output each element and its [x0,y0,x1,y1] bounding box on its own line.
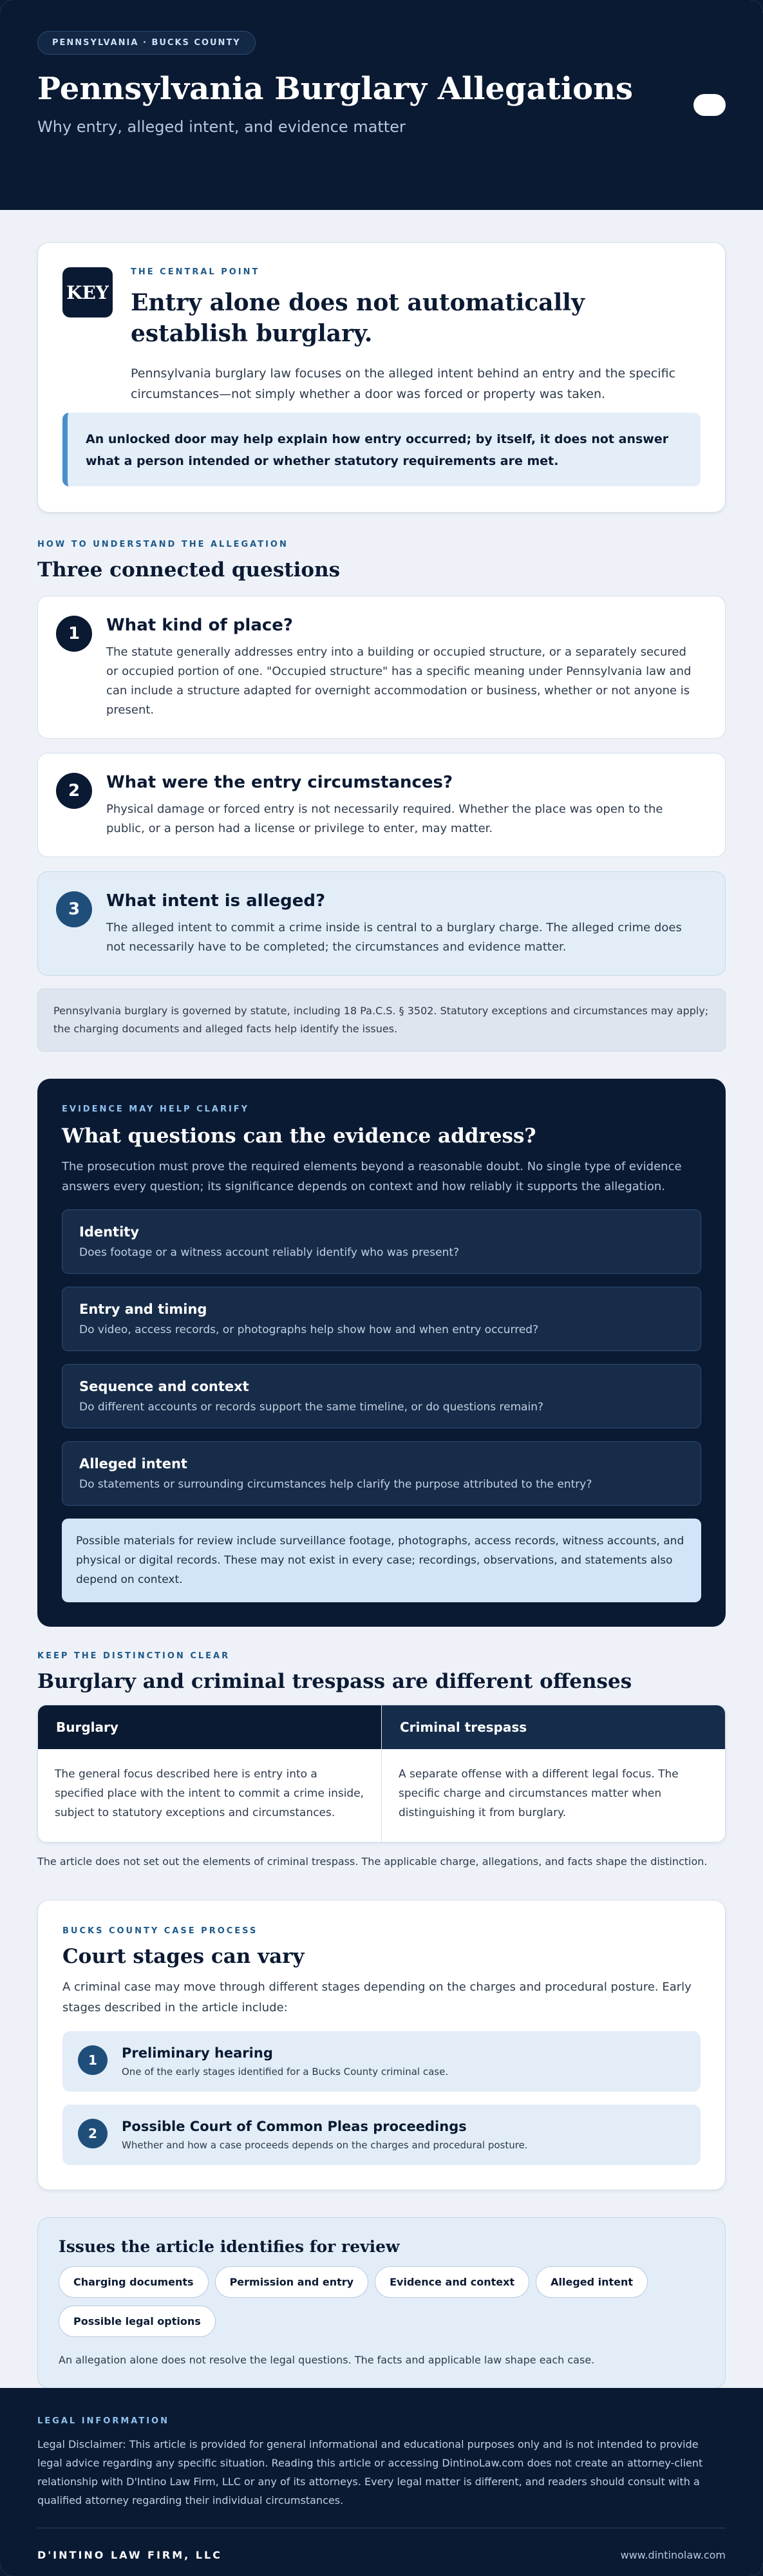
court-intro: A criminal case may move through different stages depending on the charges and procedural posture. Early stages described in the article include: [62,1980,692,2014]
question-title: What were the entry circumstances? [106,773,453,792]
key-badge: KEY [62,267,113,317]
question-number: 2 [56,773,92,809]
toggle-button[interactable] [693,94,726,116]
page-title: Pennsylvania Burglary Allegations [37,71,634,107]
stage-body: Whether and how a case proceeds depends on the charges and procedural posture. [122,2139,528,2151]
evidence-item-intent [62,1441,701,1506]
court-title: Court stages can vary [62,1945,305,1968]
stage-number: 1 [78,2045,108,2075]
evidence-item-title: Entry and timing [79,1302,207,1317]
court-eyebrow: BUCKS COUNTY CASE PROCESS [62,1926,258,1936]
column-header: Criminal trespass [382,1705,725,1749]
evidence-item-body: Do statements or surrounding circumstances help clarify the purpose attributed to the entry? [79,1478,592,1491]
question-body: Physical damage or forced entry is not necessarily required. Whether the place was open to the public, or a person had a license or privilege to enter, may matter. [106,802,663,835]
issue-tags [59,2266,657,2345]
questions-eyebrow: HOW TO UNDERSTAND THE ALLEGATION [37,540,288,549]
issue-tag: Charging documents [59,2266,209,2298]
court-stages-card [37,1900,726,2190]
firm-name: D'INTINO LAW FIRM, LLC [37,2549,222,2561]
evidence-item-title: Alleged intent [79,1456,187,1472]
evidence-item-entry-timing [62,1287,701,1351]
question-card-2 [37,753,726,857]
question-card-1 [37,596,726,739]
central-point-heading: Entry alone does not automatically establish burglary. [131,289,585,347]
page-subtitle: Why entry, alleged intent, and evidence matter [37,118,406,136]
column-body: A separate offense with a different legal focus. The specific charge and circumstances matter when distinguishing it from burglary. [399,1768,679,1819]
trespass-column [381,1705,725,1842]
evidence-item-title: Identity [79,1224,140,1240]
central-point-card [37,242,726,513]
question-card-3 [37,871,726,976]
evidence-title: What questions can the evidence address? [62,1124,536,1148]
issues-footnote: An allegation alone does not resolve the legal questions. The facts and applicable law shape each case. [59,2354,595,2366]
central-point-text: Pennsylvania burglary law focuses on the alleged intent behind an entry and the specific circumstances—not simply whether a door was forced or property was taken. [131,366,676,401]
issues-title: Issues the article identifies for review [59,2237,400,2256]
hero-header [0,0,763,210]
stage-body: One of the early stages identified for a Bucks County criminal case. [122,2066,449,2078]
questions-title: Three connected questions [37,558,341,582]
issue-tag: Alleged intent [536,2266,648,2298]
issue-tag: Possible legal options [59,2306,216,2337]
question-title: What intent is alleged? [106,891,326,911]
evidence-item-body: Do different accounts or records support the same timeline, or do questions remain? [79,1401,544,1414]
central-point-callout: An unlocked door may help explain how entry occurred; by itself, it does not answer what a person intended or whether statutory requirements are met. [62,413,701,486]
comparison-table [37,1705,726,1842]
issue-tag: Evidence and context [375,2266,529,2298]
evidence-intro: The prosecution must prove the required elements beyond a reasonable doubt. No single type of evidence answers every question; its significance depends on context and how reliably it supports the allegation. [62,1160,682,1193]
central-point-body [131,267,701,404]
evidence-section [37,1079,726,1627]
footer-eyebrow: LEGAL INFORMATION [37,2416,169,2426]
stage-item-1 [62,2031,701,2092]
question-body: The alleged intent to commit a crime inside is central to a burglary charge. The alleged crime does not necessarily have to be completed; the circumstances and evidence matter. [106,921,682,954]
question-title: What kind of place? [106,616,294,635]
distinction-note: The article does not set out the elements of criminal trespass. The applicable charge, allegations, and facts shape the distinction. [37,1855,708,1868]
evidence-item-title: Sequence and context [79,1379,249,1394]
stage-item-2 [62,2105,701,2165]
evidence-eyebrow: EVIDENCE MAY HELP CLARIFY [62,1104,250,1114]
main-content [0,242,763,2389]
question-number: 1 [56,616,92,652]
evidence-materials-box: Possible materials for review include surveillance footage, photographs, access records, witness accounts, and physical or digital records. These may not exist in every case; recordings, observations, and statements also depend on context. [62,1519,701,1602]
questions-section [37,540,726,1052]
location-pill: PENNSYLVANIA · BUCKS COUNTY [37,31,256,55]
footer-bottom [37,2549,726,2561]
website-link[interactable]: www.dintinolaw.com [620,2549,726,2561]
stage-title: Preliminary hearing [122,2045,273,2061]
question-number: 3 [56,891,92,927]
distinction-eyebrow: KEEP THE DISTINCTION CLEAR [37,1651,231,1661]
stage-title: Possible Court of Common Pleas proceedings [122,2119,467,2134]
issue-tag: Permission and entry [215,2266,369,2298]
evidence-item-sequence [62,1364,701,1428]
issues-card [37,2217,726,2389]
question-body: The statute generally addresses entry into a building or occupied structure, or a separately secured or occupied portion of one. "Occupied structure" has a specific meaning under Pennsylvania law and can include a structure adapted for overnight accommodation or business, whether or not anyone is present. [106,645,692,717]
evidence-item-body: Do video, access records, or photographs help show how and when entry occurred? [79,1323,539,1336]
stage-number: 2 [78,2119,108,2148]
burglary-column [38,1705,381,1842]
legal-disclaimer: Legal Disclaimer: This article is provided for general informational and educational purposes only and is not intended to provide legal advice regarding any specific situation. Reading this article or accessing DintinoLaw.com does not create an attorney-client relationship with D'Intino Law Firm, LLC or any of its attorneys. Every legal matter is different, and readers should consult with a qualified attorney regarding their individual circumstances. [37,2438,703,2506]
column-header: Burglary [38,1705,381,1749]
evidence-item-body: Does footage or a witness account reliably identify who was present? [79,1246,460,1259]
column-body: The general focus described here is entry into a specified place with the intent to commit a crime inside, subject to statutory exceptions and circumstances. [55,1768,364,1819]
statute-note: Pennsylvania burglary is governed by statute, including 18 Pa.C.S. § 3502. Statutory exceptions and circumstances may apply; the charging documents and alleged facts help identify the issues. [37,989,726,1052]
distinction-section [37,1651,726,1868]
evidence-item-identity [62,1209,701,1274]
central-point-eyebrow: THE CENTRAL POINT [131,267,260,277]
page-footer [0,2388,763,2576]
distinction-title: Burglary and criminal trespass are different offenses [37,1670,632,1693]
